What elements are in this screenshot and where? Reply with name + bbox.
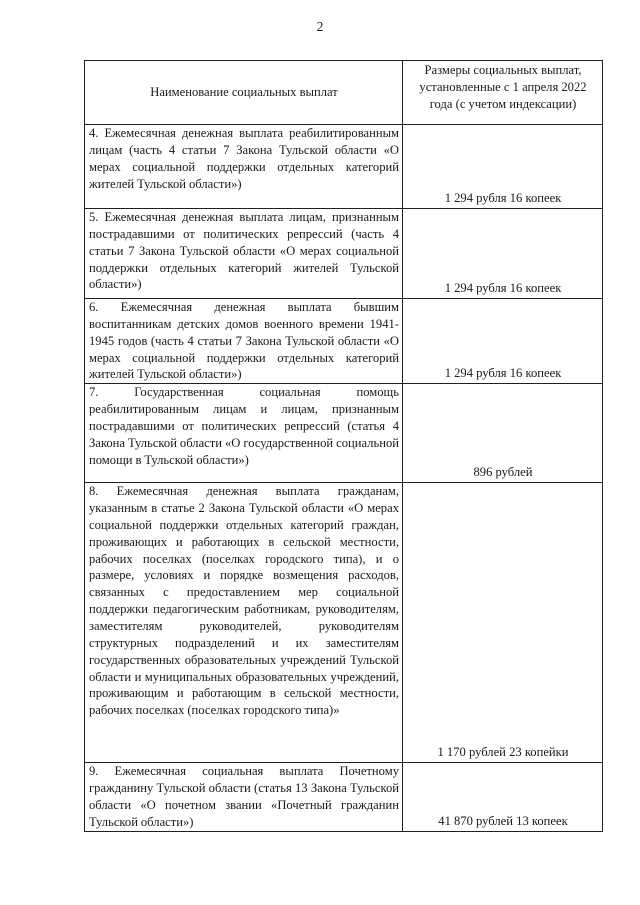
payment-name-cell: 5. Ежемесячная денежная выплата лицам, признанным пострадавшими от политических репрессий (часть 4 статьи 7 Закона Тульской области «О мерах социальной поддержки отдельных категорий жителей Тульской области») (85, 209, 403, 299)
payment-amount-cell: 1 294 рубля 16 копеек (403, 209, 603, 299)
payment-name-cell: 9. Ежемесячная социальная выплата Почетному гражданину Тульской области (статья 13 Закона Тульской области «О почетном звании «Почетный гражданин Тульской области») (85, 763, 403, 831)
table-row (85, 209, 603, 299)
table-row (85, 125, 603, 209)
page-number: 2 (316, 19, 324, 34)
table-row (85, 299, 603, 384)
table-header-row (85, 61, 603, 125)
payment-name-cell: 7. Государственная социальная помощь реабилитированным лицам и лицам, признанным пострадавшими от политических репрессий (статья 4 Закона Тульской области «О государственной социальной помощи в Тульской области») (85, 384, 403, 483)
payment-name-cell: 8. Ежемесячная денежная выплата гражданам, указанным в статье 2 Закона Тульской области «О мерах социальной поддержки отдельных категорий граждан, проживающих и работающих в сельской местности, рабочих поселках (поселках городского типа), и о размере, условиях и порядке возмещения расходов, связанных с предоставлением мер социальной поддержки педагогическим работникам, руководителям, заместителям руководителей, руководителям структурных подразделений и их заместителям государственных образовательных учреждений Тульской области и муниципальных образовательных учреждений, проживающим и работающим в сельской местности, рабочих поселках (поселках городского типа)» (85, 483, 403, 763)
social-payments-table (84, 60, 603, 832)
payment-amount-cell: 896 рублей (403, 384, 603, 483)
table-row (85, 763, 603, 831)
payment-amount-cell: 1 170 рублей 23 копейки (403, 483, 603, 763)
table-row (85, 483, 603, 763)
header-payment-amount: Размеры социальных выплат, установленные с 1 апреля 2022 года (с учетом индексации) (403, 61, 603, 125)
payment-amount-cell: 1 294 рубля 16 копеек (403, 299, 603, 384)
payment-name-cell: 6. Ежемесячная денежная выплата бывшим воспитанникам детских домов военного времени 1941-1945 годов (часть 4 статьи 7 Закона Тульской области «О мерах социальной поддержки отдельных категорий жителей Тульской области») (85, 299, 403, 384)
payment-amount-cell: 1 294 рубля 16 копеек (403, 125, 603, 209)
payment-amount-cell: 41 870 рублей 13 копеек (403, 763, 603, 831)
table-row (85, 384, 603, 483)
header-payment-name: Наименование социальных выплат (85, 61, 403, 125)
payment-name-cell: 4. Ежемесячная денежная выплата реабилитированным лицам (часть 4 статьи 7 Закона Тульской области «О мерах социальной поддержки отдельных категорий жителей Тульской области») (85, 125, 403, 209)
